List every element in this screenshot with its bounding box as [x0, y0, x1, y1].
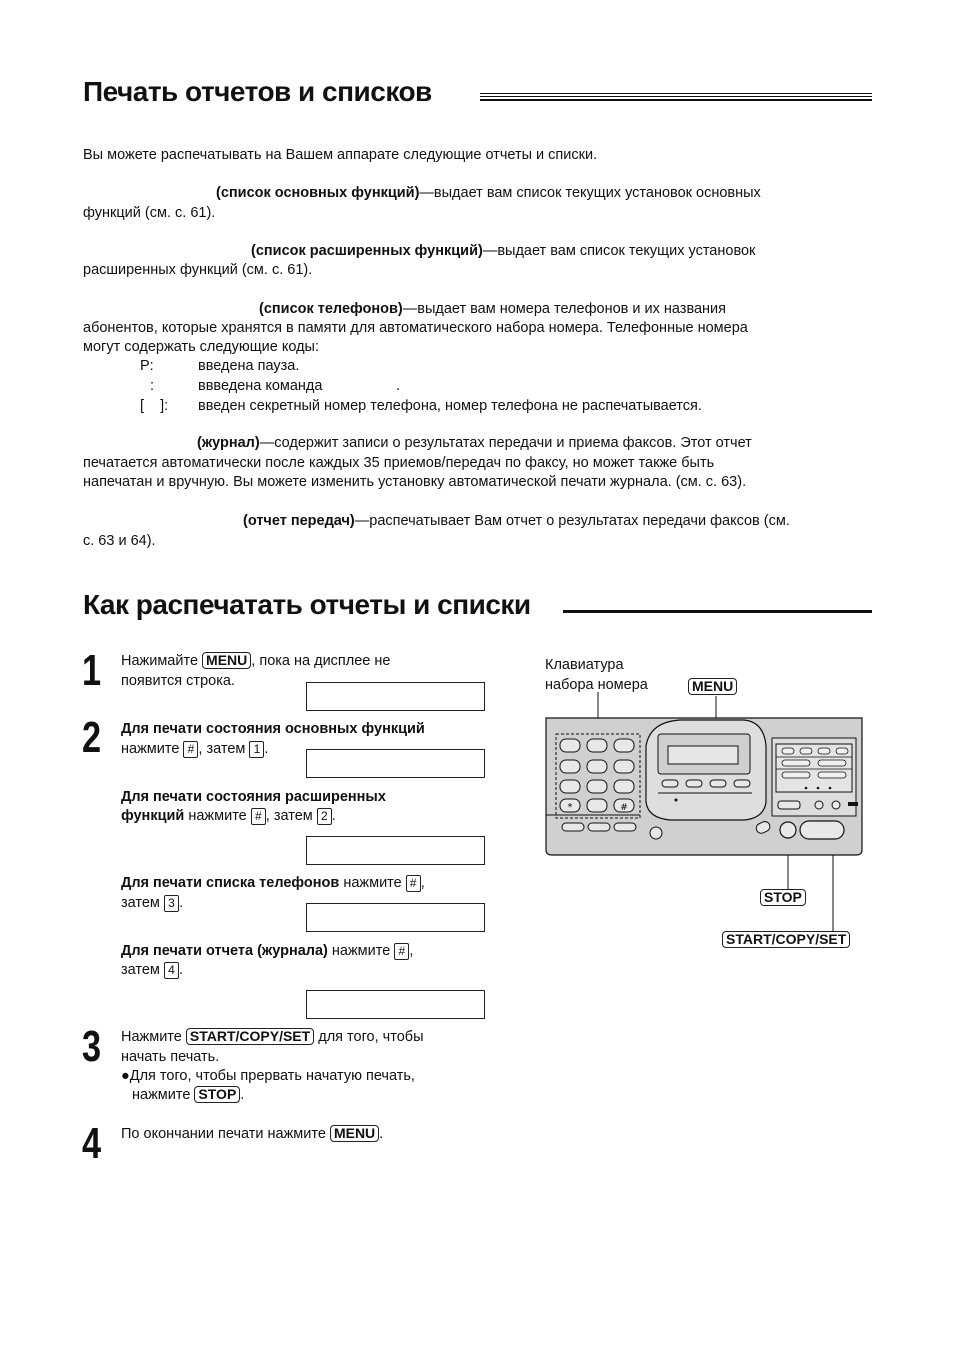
- item-phone-list: (список телефонов)—выдает вам номера телефонов и их названия: [259, 301, 727, 317]
- code-command-desc: ввведена команда: [198, 378, 323, 394]
- step-2-extended-text: функций нажмите # , затем 2 .: [121, 808, 336, 824]
- code-p: P:: [140, 358, 154, 374]
- step-1-text: Нажимайте MENU , пока на дисплее не: [121, 652, 391, 669]
- step-2-journal-text-cont: затем 4 .: [121, 962, 183, 978]
- step-3-bullet: ●Для того, чтобы прервать начатую печать,: [121, 1068, 415, 1084]
- hash-key: #: [406, 875, 421, 892]
- item-transmission-report-cont: с. 63 и 64).: [83, 533, 156, 549]
- item-phone-list-cont: абонентов, которые хранятся в памяти для автоматического набора номера. Телефонные номера: [83, 320, 748, 336]
- display-box-2: [306, 749, 485, 778]
- step-3-text-cont: начать печать.: [121, 1049, 220, 1065]
- code-p-desc: введена пауза.: [198, 358, 300, 374]
- item-journal-cont2: напечатан и вручную. Вы можете изменить установку автоматической печати журнала. (см. с. 63).: [83, 474, 747, 490]
- start-copy-set-key: START/COPY/SET: [186, 1028, 314, 1045]
- section-title-how-to-print: Как распечатать отчеты и списки: [83, 589, 531, 620]
- step-number-4: 4: [82, 1119, 100, 1168]
- step-3-bullet-cont: нажмите STOP .: [132, 1086, 245, 1103]
- key-2: 2: [317, 808, 332, 825]
- key-1: 1: [249, 741, 264, 758]
- keypad-star: *: [567, 802, 573, 813]
- step-2-phones-text-cont: затем 3 .: [121, 895, 183, 911]
- display-box-1: [306, 682, 485, 711]
- item-journal: (журнал)—содержит записи о результатах передачи и приема факсов. Этот отчет: [197, 435, 752, 451]
- stop-key: STOP: [194, 1086, 240, 1103]
- section-title-print-reports: Печать отчетов и списков: [83, 76, 432, 107]
- item-extended-functions-cont: расширенных функций (см. с. 61).: [83, 262, 313, 278]
- label-stop: STOP: [760, 889, 806, 906]
- intro-text: Вы можете распечатывать на Вашем аппарате следующие отчеты и списки.: [83, 147, 598, 163]
- title-rule: [480, 93, 872, 101]
- step-number-1: 1: [82, 646, 100, 695]
- label-menu: MENU: [688, 678, 737, 695]
- code-secret: [ ]:: [140, 398, 169, 414]
- label-keypad-line1: Клавиатура: [545, 657, 624, 673]
- hash-key: #: [394, 943, 409, 960]
- step-3-text: Нажмите START/COPY/SET для того, чтобы: [121, 1028, 424, 1045]
- label-start-copy-set: START/COPY/SET: [722, 931, 850, 948]
- item-transmission-report: (отчет передач)—распечатывает Вам отчет о результатах передачи факсов (см.: [243, 513, 790, 529]
- display-box-4: [306, 903, 485, 932]
- step-4-text: По окончании печати нажмите MENU .: [121, 1125, 384, 1142]
- item-phone-list-cont2: могут содержать следующие коды:: [83, 339, 319, 355]
- item-journal-cont: печатается автоматически после каждых 35 приемов/передач по факсу, но может также быть: [83, 455, 715, 471]
- step-2-extended-heading: Для печати состояния расширенных: [121, 789, 386, 805]
- code-secret-desc: введен секретный номер телефона, номер телефона не распечатывается.: [198, 398, 702, 414]
- item-extended-functions: (список расширенных функций)—выдает вам список текущих установок: [251, 243, 756, 259]
- step-2-basic-text: нажмите # , затем 1 .: [121, 741, 269, 757]
- title-rule-2: [563, 610, 872, 613]
- code-command: :: [150, 378, 155, 394]
- menu-key: MENU: [202, 652, 251, 669]
- key-4: 4: [164, 962, 179, 979]
- display-box-3: [306, 836, 485, 865]
- item-basic-functions: (список основных функций)—выдает вам список текущих установок основных: [216, 185, 761, 201]
- step-2-phones-text: Для печати списка телефонов нажмите # ,: [121, 875, 425, 891]
- hash-key: #: [251, 808, 266, 825]
- step-number-3: 3: [82, 1022, 100, 1071]
- menu-key: MENU: [330, 1125, 379, 1142]
- key-3: 3: [164, 895, 179, 912]
- item-basic-functions-cont: функций (см. с. 61).: [83, 205, 216, 221]
- code-command-tail: .: [396, 378, 401, 394]
- step-number-2: 2: [82, 713, 100, 762]
- display-box-5: [306, 990, 485, 1019]
- label-keypad-line2: набора номера: [545, 677, 648, 693]
- step-2-basic-heading: Для печати состояния основных функций: [121, 721, 425, 737]
- hash-key: #: [183, 741, 198, 758]
- step-2-journal-text: Для печати отчета (журнала) нажмите # ,: [121, 943, 414, 959]
- fax-panel-illustration: [540, 690, 870, 955]
- keypad-hash: #: [620, 803, 628, 813]
- step-1-text-cont: появится строка.: [121, 673, 235, 689]
